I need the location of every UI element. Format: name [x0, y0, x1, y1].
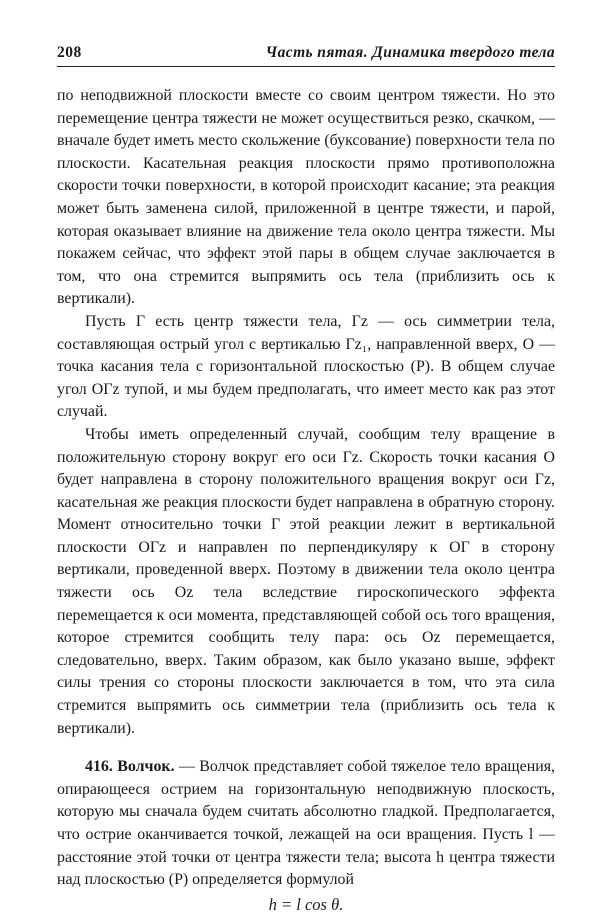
paragraph-continued: по неподвижной плоскости вместе со своим центром тяжести. Но это перемещение центра тяжести не может осуществиться резко, скачком, — вначале будет иметь место скольжение (буксование) поверхности тела по плоскости. Касательная реакция плоскости прямо противоположна скорости точки поверхности, в которой происходит касание; эта реакция может быть заменена силой, приложенной в центре тяжести, и парой, которая оказывает влияние на движение тела около центра тяжести. Мы покажем сейчас, что эффект этой пары в общем случае заключается в том, что она стремится выпрямить ось тела (приблизить ось к вертикали). [57, 87, 555, 308]
page-header [57, 44, 555, 67]
page-body [57, 85, 555, 916]
section-text: — Волчок представляет собой тяжелое тело вращения, опирающееся острием на горизонтальную неподвижную плоскость, которую мы сначала будем считать абсолютно гладкой. Предполагается, что острие оканчивается точкой, лежащей на оси вращения. Пусть l — расстояние этой точки от центра тяжести тела; высота h центра тяжести над плоскостью (P) определяется формулой [57, 758, 555, 889]
page-number: 208 [57, 44, 82, 61]
paragraph-rotation: Чтобы иметь определенный случай, сообщим телу вращение в положительную сторону вокруг его оси Γz. Скорость точки касания O будет направлена в сторону положительного вращения вокруг оси Γz, касательная же реакция плоскости будет направлена в обратную сторону. Момент относительно точки Γ этой реакции лежит в вертикальной плоскости OΓz и направлен по перпендикуляру к OΓ в сторону вертикали, проведенной вверх. Поэтому в движении тела около центра тяжести ось Oz тела вследствие гироскопического эффекта перемещается к оси момента, представляющей собой ось того вращения, которое стремится сообщить телу пара: ось Oz перемещается, следовательно, вверх. Таким образом, как было указано выше, эффект силы трения со стороны плоскости заключается в том, что эта сила стремится выпрямить ось симметрии тела (приблизить ось тела к вертикали). [57, 425, 555, 737]
running-title: Часть пятая. Динамика твердого тела [265, 44, 555, 61]
section-paragraph [57, 756, 555, 892]
paragraph-center-of-gravity: Пусть Γ есть центр тяжести тела, Γz — ось симметрии тела, составляющая острый угол с вертикалью Γz₁, направленной вверх, O — точка касания тела с горизонтальной плоскостью (P). В общем случае угол OΓz тупой, и мы будем предполагать, что имеет место как раз этот случай. [57, 312, 555, 421]
book-page [57, 44, 555, 916]
section-title: Волчок. [117, 758, 175, 776]
section-number: 416. [85, 758, 113, 776]
formula: h = l cos θ. [268, 894, 344, 914]
section-gap [57, 740, 555, 756]
